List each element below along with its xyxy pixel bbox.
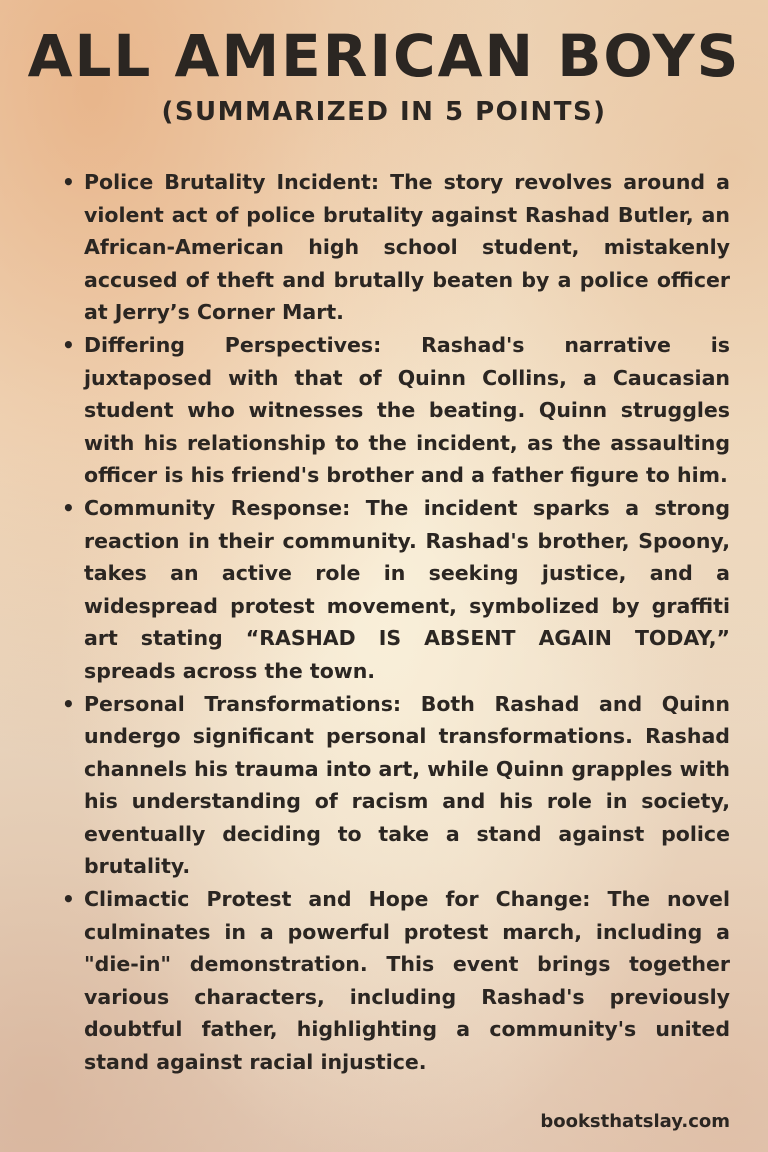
summary-points-list: [60, 166, 730, 1079]
summary-point-4: [60, 688, 730, 884]
summary-point-text: Climactic Protest and Hope for Change: The novel culminates in a powerful protest march, including a "die-in" demonstration. This event brings together various characters, including Rashad's previously doubtful father, highlighting a community's united stand against racial injustice.: [84, 887, 730, 1075]
page-title: ALL AMERICAN BOYS: [27, 22, 741, 90]
summary-point-2: [60, 329, 730, 492]
summary-point-1: [60, 166, 730, 329]
bullet-icon: •: [62, 332, 75, 357]
bullet-icon: •: [62, 691, 75, 716]
summary-point-text: Differing Perspectives: Rashad's narrative is juxtaposed with that of Quinn Collins, a Caucasian student who witnesses the beating. Quinn struggles with his relationship to the incident, as the assaulting officer is his friend's brother and a father figure to him.: [84, 332, 730, 488]
site-credit: booksthatslay.com: [540, 1111, 730, 1132]
summary-point-text: Community Response: The incident sparks a strong reaction in their community. Rashad's brother, Spoony, takes an active role in seeking justice, and a widespread protest movement, symbolized by graffiti art stating “RASHAD IS ABSENT AGAIN TODAY,” spreads across the town.: [84, 495, 730, 683]
summary-point-3: [60, 492, 730, 688]
bullet-icon: •: [62, 887, 75, 912]
page-subtitle: (SUMMARIZED IN 5 POINTS): [161, 97, 607, 127]
summary-point-text: Personal Transformations: Both Rashad and Quinn undergo significant personal transformations. Rashad channels his trauma into art, while Quinn grapples with his understanding of racism and his role in society, eventually deciding to take a stand against police brutality.: [84, 691, 730, 879]
bullet-icon: •: [62, 170, 75, 194]
bullet-icon: •: [62, 495, 75, 520]
summary-point-5: [60, 883, 730, 1079]
summary-point-text: Police Brutality Incident: The story revolves around a violent act of police brutality against Rashad Butler, an African-American high school student, mistakenly accused of theft and brutally beaten by a police officer at Jerry’s Corner Mart.: [84, 170, 730, 325]
